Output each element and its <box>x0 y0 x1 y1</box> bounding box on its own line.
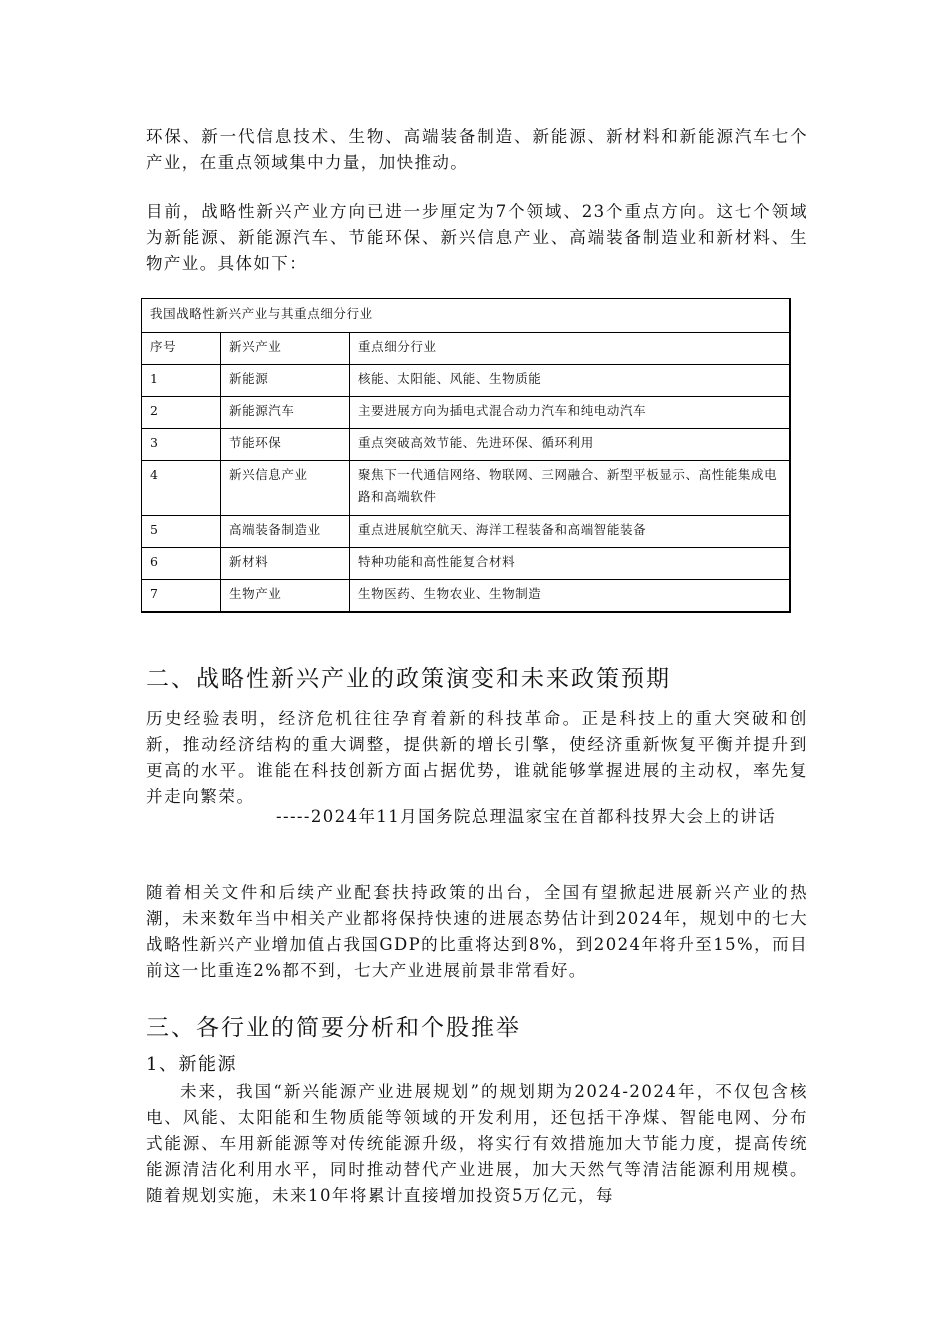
cell-subsector: 特种功能和高性能复合材料 <box>350 548 791 580</box>
header-index: 序号 <box>142 333 221 365</box>
industry-table <box>141 298 791 613</box>
subheading-new-energy: 1、新能源 <box>146 1054 237 1075</box>
cell-index: 4 <box>142 461 221 516</box>
header-subsector: 重点细分行业 <box>350 333 791 365</box>
cell-index: 1 <box>142 365 221 397</box>
section-heading-policy: 二、战略性新兴产业的政策演变和未来政策预期 <box>146 666 671 692</box>
cell-subsector: 主要进展方向为插电式混合动力汽车和纯电动汽车 <box>350 397 791 429</box>
table-row <box>142 461 791 516</box>
table-row <box>142 548 791 580</box>
cell-subsector: 重点进展航空航天、海洋工程装备和高端智能装备 <box>350 516 791 548</box>
cell-industry: 高端装备制造业 <box>221 516 350 548</box>
quote-text: -----2024年11月国务院总理温家宝在首都科技界大会上的讲话 <box>276 807 777 826</box>
cell-industry: 新能源 <box>221 365 350 397</box>
cell-industry: 新能源汽车 <box>221 397 350 429</box>
paragraph-history: 历史经验表明，经济危机往往孕育着新的科技革命。正是科技上的重大突破和创新，推动经济结构的重大调整，提供新的增长引擎，使经济重新恢复平衡并提升到更高的水平。谁能在科技创新方面占据优势，谁就能够掌握进展的主动权，率先复并走向繁荣。 <box>146 709 808 806</box>
cell-subsector: 重点突破高效节能、先进环保、循环利用 <box>350 429 791 461</box>
table-row <box>142 580 791 613</box>
table-row <box>142 397 791 429</box>
cell-subsector: 核能、太阳能、风能、生物质能 <box>350 365 791 397</box>
header-industry: 新兴产业 <box>221 333 350 365</box>
cell-industry: 新兴信息产业 <box>221 461 350 516</box>
table-header-row <box>142 333 791 365</box>
paragraph-outlook: 随着相关文件和后续产业配套扶持政策的出台，全国有望掀起进展新兴产业的热潮，未来数年当中相关产业都将保持快速的进展态势估计到2024年，规划中的七大战略性新兴产业增加值占我国GDP的比重将达到8%，到2024年将升至15%，而目前这一比重连2%都不到，七大产业进展前景非常看好。 <box>146 883 808 980</box>
table-row <box>142 429 791 461</box>
paragraph-new-energy: 未来，我国“新兴能源产业进展规划”的规划期为2024-2024年，不仅包含核电、风能、太阳能和生物质能等领域的开发利用，还包括干净煤、智能电网、分布式能源、车用新能源等对传统能源升级，将实行有效措施加大节能力度，提高传统能源清洁化利用水平，同时推动替代产业进展，加大天然气等清洁能源利用规模。随着规划实施，未来10年将累计直接增加投资5万亿元，每 <box>146 1082 808 1205</box>
paragraph-industries: 环保、新一代信息技术、生物、高端装备制造、新能源、新材料和新能源汽车七个产业，在重点领域集中力量，加快推动。 <box>146 127 808 172</box>
paragraph-directions: 目前，战略性新兴产业方向已进一步厘定为7个领域、23个重点方向。这七个领域为新能源、新能源汽车、节能环保、新兴信息产业、高端装备制造业和新材料、生物产业。具体如下： <box>146 202 808 273</box>
cell-industry: 新材料 <box>221 548 350 580</box>
cell-index: 6 <box>142 548 221 580</box>
table-row <box>142 365 791 397</box>
table-caption: 我国战略性新兴产业与其重点细分行业 <box>142 299 791 333</box>
quote-attribution <box>146 804 808 830</box>
cell-index: 3 <box>142 429 221 461</box>
section-heading-analysis: 三、各行业的简要分析和个股推举 <box>146 1015 521 1041</box>
cell-subsector: 聚焦下一代通信网络、物联网、三网融合、新型平板显示、高性能集成电路和高端软件 <box>350 461 791 516</box>
cell-index: 7 <box>142 580 221 613</box>
cell-index: 2 <box>142 397 221 429</box>
table-caption-row <box>142 299 791 333</box>
table-row <box>142 516 791 548</box>
cell-subsector: 生物医药、生物农业、生物制造 <box>350 580 791 613</box>
cell-industry: 节能环保 <box>221 429 350 461</box>
cell-industry: 生物产业 <box>221 580 350 613</box>
cell-index: 5 <box>142 516 221 548</box>
